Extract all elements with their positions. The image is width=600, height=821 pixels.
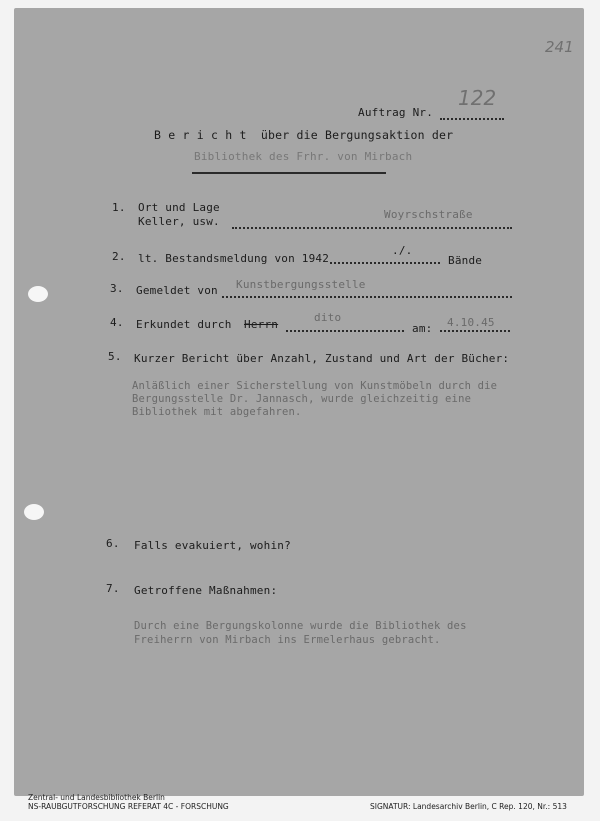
item-7-number: 7. — [106, 582, 120, 595]
footer-signature: SIGNATUR: Landesarchiv Berlin, C Rep. 120, Nr.: 513 — [370, 802, 567, 811]
page-number-annotation: 241 — [545, 38, 574, 56]
order-label: Auftrag Nr. — [358, 106, 434, 119]
item-1-label: Ort und Lage — [138, 201, 220, 214]
order-number-annotation: 122 — [458, 86, 497, 110]
item-6-number: 6. — [106, 537, 120, 550]
item-1-number: 1. — [112, 201, 126, 214]
item-4-date-value: 4.10.45 — [447, 316, 495, 329]
item-3-dots — [222, 296, 512, 298]
footer-institution: Zentral- und Landesbibliothek Berlin — [28, 793, 165, 802]
item-4-label: Erkundet durch — [136, 318, 232, 331]
measures-text-line-1: Durch eine Bergungskolonne wurde die Bibliothek des — [134, 620, 467, 632]
item-7-label: Getroffene Maßnahmen: — [134, 584, 278, 597]
item-2-label: lt. Bestandsmeldung von 1942 — [138, 252, 330, 265]
item-4-struck-word: Herrn — [244, 318, 279, 331]
item-3-value: Kunstbergungsstelle — [236, 278, 366, 291]
footer-department: NS-RAUBGUTFORSCHUNG REFERAT 4C - FORSCHUNG — [28, 802, 229, 811]
report-text-line-1: Anläßlich einer Sicherstellung von Kunstmöbeln durch die — [132, 380, 498, 392]
item-1-value: Woyrschstraße — [384, 208, 473, 221]
item-2-suffix: Bände — [448, 254, 483, 267]
item-2-value: ./. — [392, 244, 413, 257]
punch-hole — [24, 504, 44, 520]
item-4-value: dito — [314, 311, 342, 324]
report-text-line-3: Bibliothek mit abgefahren. — [132, 406, 302, 418]
report-title: B e r i c h t über die Bergungsaktion der — [154, 128, 454, 142]
item-4-number: 4. — [110, 316, 124, 329]
item-3-number: 3. — [110, 282, 124, 295]
item-2-number: 2. — [112, 250, 126, 263]
item-2-dots — [330, 262, 440, 264]
item-4-dots — [286, 330, 404, 332]
item-1-dots — [232, 227, 512, 229]
library-name: Bibliothek des Frhr. von Mirbach — [194, 150, 413, 163]
punch-hole — [28, 286, 48, 302]
measures-text-line-2: Freiherrn von Mirbach ins Ermelerhaus gebracht. — [134, 634, 441, 646]
report-text-line-2: Bergungsstelle Dr. Jannasch, wurde gleichzeitig eine — [132, 393, 472, 405]
item-1-label-2: Keller, usw. — [138, 215, 220, 228]
order-dots — [440, 118, 504, 120]
title-underline — [192, 172, 386, 174]
item-5-number: 5. — [108, 350, 122, 363]
item-6-label: Falls evakuiert, wohin? — [134, 539, 291, 552]
item-4-date-label: am: — [412, 322, 433, 335]
item-5-label: Kurzer Bericht über Anzahl, Zustand und Art der Bücher: — [134, 352, 510, 365]
item-4-date-dots — [440, 330, 510, 332]
item-3-label: Gemeldet von — [136, 284, 218, 297]
